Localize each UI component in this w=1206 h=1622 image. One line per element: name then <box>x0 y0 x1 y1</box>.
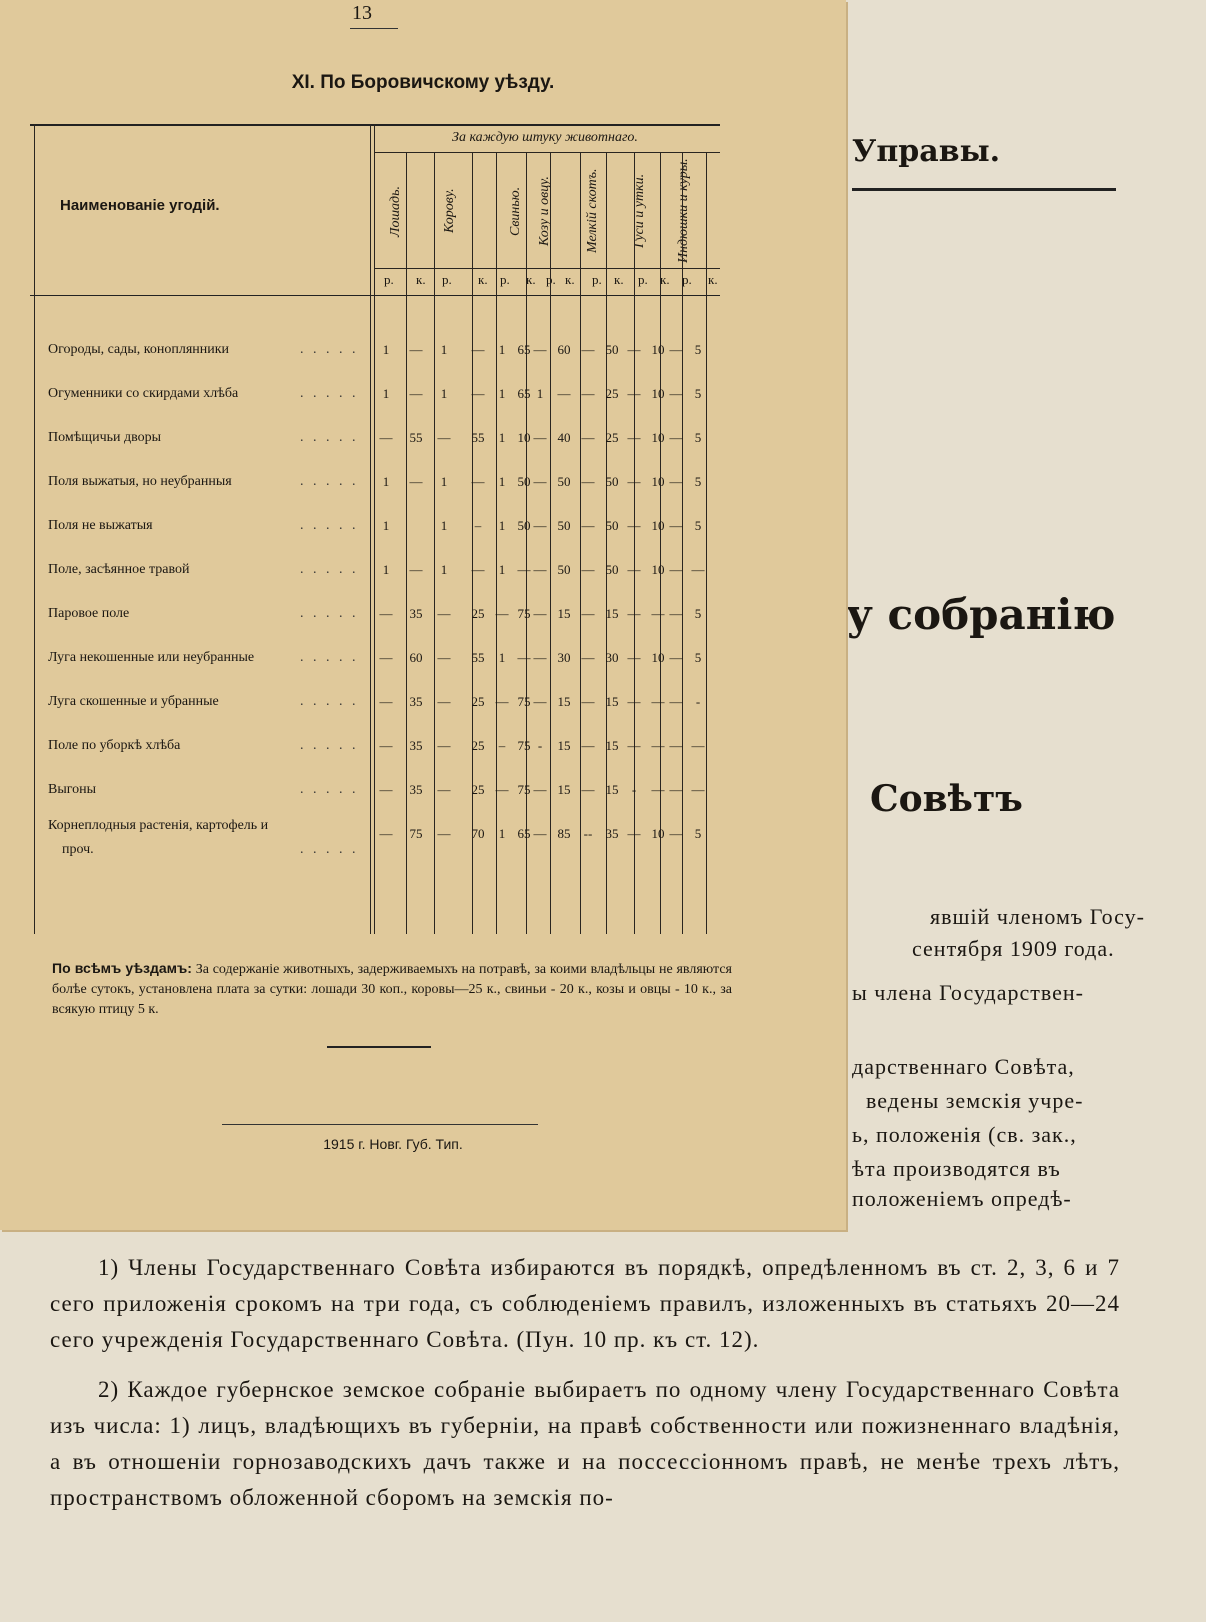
table-cell: 50 <box>517 474 531 489</box>
row-label: Корнеплодныя растенія, картофель и <box>48 818 269 833</box>
leader-dots: . . . . . <box>300 474 359 489</box>
table-cell: — <box>691 562 705 577</box>
table-cell: — <box>533 650 547 665</box>
table-cell: – <box>474 518 482 533</box>
table-cell: -- <box>583 826 593 841</box>
unit-label: р. <box>546 272 556 287</box>
table-cell: — <box>581 430 595 445</box>
table-cell: — <box>437 650 451 665</box>
table-cell: 50 <box>517 518 531 533</box>
table-cell: — <box>669 474 683 489</box>
table-cell: 85 <box>557 826 571 841</box>
table-cell: — <box>581 650 595 665</box>
table-cell: 35 <box>409 694 423 709</box>
table-cell: — <box>581 562 595 577</box>
table-cell: 10 <box>651 826 665 841</box>
table-cell: 50 <box>557 562 571 577</box>
footnote-lead: По всѣмъ уѣздамъ: <box>52 960 192 976</box>
table-column-divider <box>550 152 551 934</box>
table-cell: — <box>437 782 451 797</box>
table-cell: — <box>533 474 547 489</box>
table-column-divider <box>580 152 581 934</box>
table-cell: — <box>533 430 547 445</box>
table-cell: — <box>627 826 641 841</box>
table-cell: 5 <box>694 430 702 445</box>
table-cell: 5 <box>694 606 702 621</box>
imprint: 1915 г. Новг. Губ. Тип. <box>323 1136 463 1152</box>
row-label: Выгоны <box>48 782 97 797</box>
table-cell: 50 <box>605 474 619 489</box>
table-cell: 15 <box>605 606 619 621</box>
right-line: ы члена Государствен- <box>852 980 1085 1005</box>
table-cell: 5 <box>694 650 702 665</box>
footnote-text: За содержаніе животныхъ, задерживаемыхъ на потравѣ, за коими владѣльцы не являются болѣе сутокъ, установлена плата за сутки: лошади 30 коп., коровы—25 к., свиньи - 20 к., козы и овцы - 10 к., за всякую птицу 5 к. <box>52 962 732 1017</box>
heading-sovet: Совѣтъ <box>870 778 1023 820</box>
leader-dots: . . . . . <box>300 430 359 445</box>
table-cell: — <box>651 738 665 753</box>
table-cell: — <box>581 782 595 797</box>
table-cell: – <box>498 738 506 753</box>
table-cell: — <box>651 782 665 797</box>
table-cell: — <box>533 782 547 797</box>
table-cell: 50 <box>605 342 619 357</box>
leader-dots: . . . . . <box>300 342 359 357</box>
table-cell: 50 <box>557 474 571 489</box>
right-line: явшій членомъ Госу- <box>930 904 1145 929</box>
table-cell: 1 <box>498 562 506 577</box>
table-cell: — <box>379 694 393 709</box>
table-cell: — <box>581 738 595 753</box>
table-cell: 5 <box>694 386 702 401</box>
table-cell: — <box>409 474 423 489</box>
unit-label: к. <box>614 272 624 287</box>
table-column-divider <box>496 152 497 934</box>
animal-header: Мелкій скотъ. <box>585 168 600 254</box>
table-cell: 1 <box>498 430 506 445</box>
right-line: дарственнаго Совѣта, <box>852 1054 1075 1079</box>
table-cell: 75 <box>409 826 423 841</box>
table-cell: — <box>471 342 485 357</box>
table-column-divider <box>406 152 407 934</box>
table-cell: — <box>495 694 509 709</box>
table-cell: 50 <box>605 518 619 533</box>
unit-label: к. <box>526 272 536 287</box>
table-cell: — <box>651 694 665 709</box>
table-cell: 25 <box>471 694 485 709</box>
unit-label: р. <box>384 272 394 287</box>
leader-dots: . . . . . <box>300 650 359 665</box>
separator-rule <box>327 1046 431 1048</box>
table-cell: — <box>627 606 641 621</box>
table-cell: 15 <box>557 606 571 621</box>
table-cell: 35 <box>605 826 619 841</box>
table-cell: — <box>627 430 641 445</box>
table-cell: — <box>581 386 595 401</box>
table-cell: 10 <box>651 386 665 401</box>
table-cell: — <box>471 386 485 401</box>
table-title: XI. По Боровичскому уѣзду. <box>291 72 555 93</box>
table-column-divider <box>526 152 527 934</box>
table-cell: — <box>627 342 641 357</box>
table-cell: — <box>581 518 595 533</box>
table-cell: — <box>691 738 705 753</box>
unit-label: к. <box>416 272 426 287</box>
name-column-header: Наименованіе угодій. <box>60 197 220 214</box>
table-cell: — <box>669 342 683 357</box>
table-cell: — <box>581 474 595 489</box>
leader-dots: . . . . . <box>300 694 359 709</box>
heading-uprava: Управы. <box>852 134 1001 169</box>
table-cell: 75 <box>517 738 531 753</box>
unit-label: р. <box>682 272 692 287</box>
leader-dots: . . . . . <box>300 606 359 621</box>
table-cell: — <box>669 386 683 401</box>
unit-label: к. <box>478 272 488 287</box>
row-label: Помѣщичьи дворы <box>48 430 162 445</box>
table-cell: — <box>533 342 547 357</box>
table-cell: — <box>379 430 393 445</box>
table-cell: 50 <box>605 562 619 577</box>
table-cell: 10 <box>651 518 665 533</box>
table-cell: 60 <box>557 342 571 357</box>
page-number-rule <box>350 28 398 29</box>
footnote <box>52 958 732 1020</box>
table-cell: — <box>437 826 451 841</box>
paragraph-1: 1) Члены Государственнаго Совѣта избираются въ порядкѣ, опредѣленномъ въ ст. 2, 3, 6 и 7 сего приложенія срокомъ на три года, съ соблюденіемъ правилъ, изложенныхъ въ статьяхъ 20—24 сего учрежденія Государственнаго Совѣта. (Пун. 10 пр. къ ст. 12). <box>50 1255 1120 1352</box>
table-cell: 1 <box>440 562 448 577</box>
header-bottom-rule <box>30 295 720 296</box>
table-cell: 60 <box>409 650 423 665</box>
table-cell: — <box>669 606 683 621</box>
row-label: Луга некошенные или неубранные <box>48 650 255 665</box>
table-cell: 10 <box>651 342 665 357</box>
table-cell: — <box>669 782 683 797</box>
imprint-rule <box>222 1124 538 1125</box>
table-cell: — <box>627 650 641 665</box>
table-cell: — <box>669 562 683 577</box>
table-cell: 35 <box>409 606 423 621</box>
table-cell: — <box>533 826 547 841</box>
animal-header: Свинью. <box>508 186 523 236</box>
table-cell: 25 <box>471 738 485 753</box>
table-cell: 25 <box>471 782 485 797</box>
table-cell: 5 <box>694 826 702 841</box>
table-cell: 75 <box>517 782 531 797</box>
table-cell: 1 <box>440 474 448 489</box>
table-cell: — <box>409 342 423 357</box>
table-cell: — <box>627 738 641 753</box>
table-cell: 1 <box>382 386 390 401</box>
table-cell: — <box>669 826 683 841</box>
table-cell: 5 <box>694 518 702 533</box>
table-cell: — <box>437 606 451 621</box>
group-header: За каждую штуку животнаго. <box>452 130 638 145</box>
table-cell: 55 <box>471 650 485 665</box>
table-cell: — <box>581 606 595 621</box>
table-cell: — <box>627 562 641 577</box>
table-cell: 1 <box>382 562 390 577</box>
group-header-rule <box>374 152 720 153</box>
table-cell: — <box>517 562 531 577</box>
table-cell: — <box>471 562 485 577</box>
leader-dots: . . . . . <box>300 562 359 577</box>
row-label: Луга скошенные и убранные <box>48 694 219 709</box>
table-cell: — <box>495 606 509 621</box>
table-cell: 75 <box>517 694 531 709</box>
table-cell: 10 <box>651 474 665 489</box>
table-cell: 1 <box>498 826 506 841</box>
row-label: Поле, засѣянное травой <box>48 562 190 577</box>
right-line: ѣта производятся въ <box>852 1156 1061 1181</box>
units-rule <box>374 268 720 269</box>
unit-label: к. <box>708 272 718 287</box>
table-cell: 1 <box>498 386 506 401</box>
table-cell: 25 <box>471 606 485 621</box>
table-cell: 25 <box>605 386 619 401</box>
right-line: ведены земскія учре- <box>866 1088 1084 1113</box>
table-cell: 35 <box>409 782 423 797</box>
table-column-divider <box>660 152 661 934</box>
table-cell: 70 <box>471 826 485 841</box>
table-column-divider <box>434 152 435 934</box>
table-cell: — <box>669 694 683 709</box>
table-cell: - <box>537 738 543 753</box>
table-cell: 10 <box>651 562 665 577</box>
table-cell: 15 <box>605 738 619 753</box>
table-cell: — <box>627 474 641 489</box>
row-label: Поля не выжатыя <box>48 518 153 533</box>
table-column-divider <box>706 152 707 934</box>
table-cell: — <box>691 782 705 797</box>
table-cell: 30 <box>605 650 619 665</box>
unit-label: р. <box>638 272 648 287</box>
row-label: проч. <box>62 842 94 857</box>
animal-header: Индюшки и куры. <box>676 158 691 264</box>
table-cell: — <box>669 738 683 753</box>
table-cell: 1 <box>498 342 506 357</box>
table-cell: 1 <box>440 386 448 401</box>
leader-dots: . . . . . <box>300 386 359 401</box>
table-cell: 1 <box>382 518 390 533</box>
table-cell: 55 <box>471 430 485 445</box>
table-cell: 15 <box>557 738 571 753</box>
unit-label: р. <box>442 272 452 287</box>
row-label: Паровое поле <box>48 606 130 621</box>
table-cell: - <box>695 694 701 709</box>
table-cell: — <box>627 694 641 709</box>
table-cell: 75 <box>517 606 531 621</box>
table-cell: — <box>379 606 393 621</box>
table-cell: 5 <box>694 474 702 489</box>
table-cell: — <box>581 694 595 709</box>
table-cell: 15 <box>605 782 619 797</box>
right-line: сентября 1909 года. <box>912 936 1115 961</box>
unit-label: к. <box>660 272 670 287</box>
table-cell: — <box>379 826 393 841</box>
table-cell: — <box>471 474 485 489</box>
table-cell: — <box>669 650 683 665</box>
heading-underline <box>852 188 1116 191</box>
table-cell: 1 <box>440 518 448 533</box>
table-cell: — <box>437 430 451 445</box>
table-cell: — <box>557 386 571 401</box>
table-cell: — <box>437 738 451 753</box>
table-column-divider <box>634 152 635 934</box>
table-cell: 1 <box>440 342 448 357</box>
leader-dots: . . . . . <box>300 738 359 753</box>
table-cell: 10 <box>651 650 665 665</box>
unit-label: р. <box>592 272 602 287</box>
table-cell: 1 <box>498 474 506 489</box>
leader-dots: . . . . . <box>300 518 359 533</box>
table-cell: — <box>669 430 683 445</box>
table-cell: 65 <box>517 342 531 357</box>
table-top-rule <box>30 124 720 126</box>
table-cell: 1 <box>536 386 544 401</box>
table-cell: — <box>581 342 595 357</box>
table-cell: — <box>669 518 683 533</box>
table-cell: — <box>651 606 665 621</box>
table-cell: 40 <box>557 430 571 445</box>
table-cell: 1 <box>498 518 506 533</box>
table-column-divider <box>606 152 607 934</box>
table-cell: — <box>379 738 393 753</box>
table-cell: — <box>379 650 393 665</box>
unit-label: к. <box>565 272 575 287</box>
table-cell: 1 <box>382 474 390 489</box>
table-cell: — <box>437 694 451 709</box>
body-text <box>50 1250 1120 1530</box>
table-cell: 65 <box>517 386 531 401</box>
right-line: положеніемъ опредѣ- <box>852 1186 1072 1211</box>
table-cell: - <box>631 782 637 797</box>
row-label: Огороды, сады, коноплянники <box>48 342 230 357</box>
table-cell: — <box>533 694 547 709</box>
table-cell: — <box>533 562 547 577</box>
animal-header: Лошадь. <box>388 185 403 237</box>
table-cell: — <box>533 606 547 621</box>
heading-sobraniyu: у собранію <box>846 590 1116 639</box>
row-label: Поля выжатыя, но неубранныя <box>48 474 232 489</box>
table-cell: 1 <box>382 342 390 357</box>
table-cell: 10 <box>517 430 531 445</box>
table-cell: — <box>409 386 423 401</box>
unit-label: р. <box>500 272 510 287</box>
animal-header: Корову. <box>442 188 457 234</box>
table-cell: 65 <box>517 826 531 841</box>
table-column-divider <box>682 152 683 934</box>
table-cell: — <box>409 562 423 577</box>
table-cell: 15 <box>557 694 571 709</box>
table-cell: 30 <box>557 650 571 665</box>
table-left-border <box>34 124 35 934</box>
row-label: Огуменники со скирдами хлѣба <box>48 386 239 401</box>
right-line: ь, положенія (св. зак., <box>852 1122 1077 1147</box>
page-number: 13 <box>352 2 372 24</box>
table-cell: 5 <box>694 342 702 357</box>
table-cell: 15 <box>557 782 571 797</box>
table-cell: — <box>627 386 641 401</box>
table-cell: 25 <box>605 430 619 445</box>
table-cell: 50 <box>557 518 571 533</box>
table-cell: — <box>627 518 641 533</box>
animal-header: Гуси и утки. <box>632 173 647 249</box>
paragraph-2: 2) Каждое губернское земское собраніе выбираетъ по одному члену Государственнаго Совѣта изъ числа: 1) лицъ, владѣющихъ въ губерніи, на правѣ собственности или пожизненнаго владѣнія, а въ отношеніи горнозаводскихъ дачъ также и на поссессіонномъ правѣ, не менѣе трехъ лѣтъ, пространствомъ обложенной сборомъ на земскія по- <box>50 1377 1120 1510</box>
table-cell: 55 <box>409 430 423 445</box>
table-cell: — <box>533 518 547 533</box>
table-cell: 15 <box>605 694 619 709</box>
leader-dots: . . . . . <box>300 842 359 857</box>
table-cell: — <box>379 782 393 797</box>
table-cell: — <box>517 650 531 665</box>
table-cell: — <box>495 782 509 797</box>
table-cell: 35 <box>409 738 423 753</box>
table-cell: 1 <box>498 650 506 665</box>
row-label: Поле по уборкѣ хлѣба <box>48 738 181 753</box>
table-cell: 10 <box>651 430 665 445</box>
leader-dots: . . . . . <box>300 782 359 797</box>
table-column-divider <box>472 152 473 934</box>
animal-header: Козу и овцу. <box>537 176 552 246</box>
